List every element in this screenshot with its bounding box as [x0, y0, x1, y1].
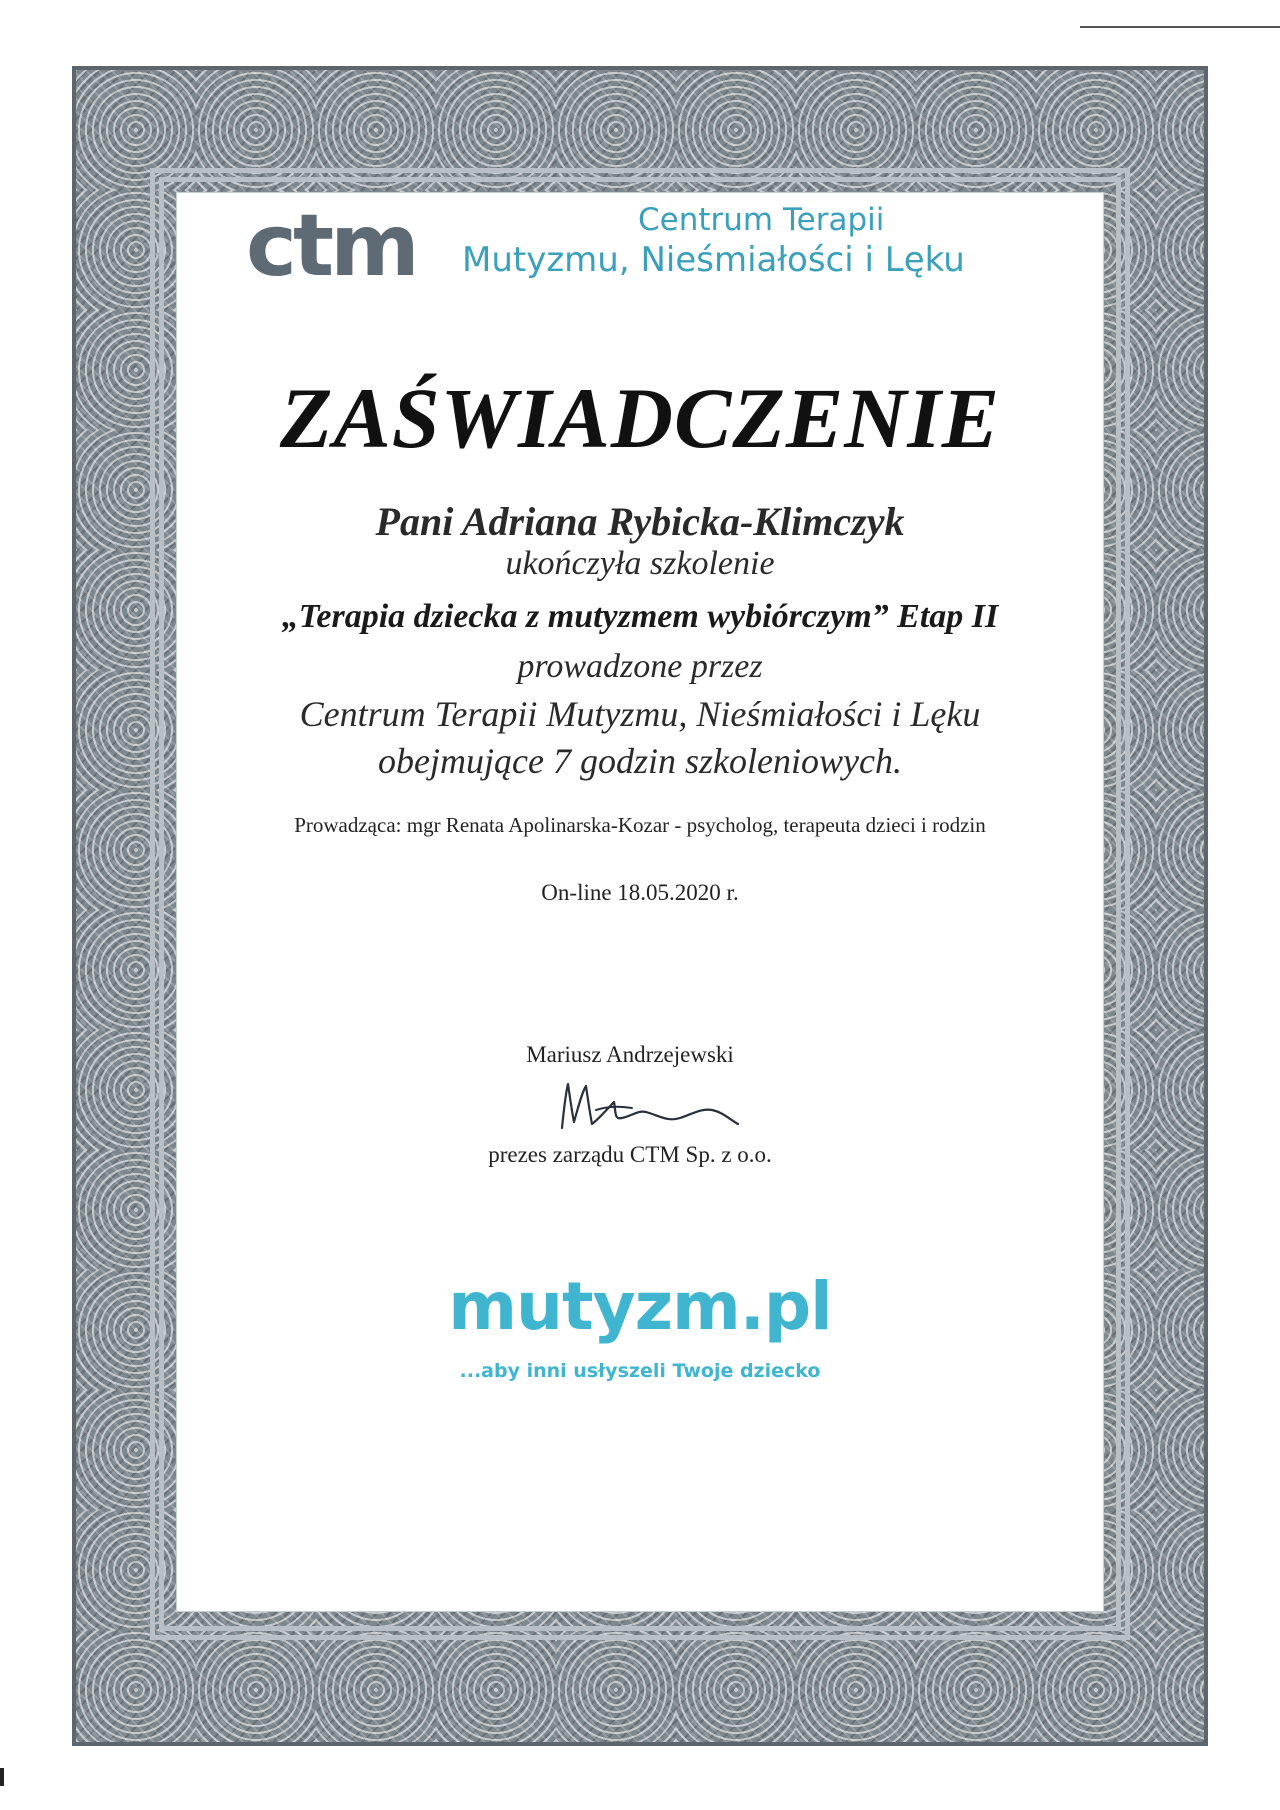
handwritten-signature — [556, 1078, 746, 1134]
certificate-title: ZAŚWIADCZENIE — [279, 370, 1001, 466]
scan-edge-line — [1080, 26, 1280, 28]
instructor-line: Prowadząca: mgr Renata Apolinarska-Kozar - psycholog, terapeuta dzieci i rodzin — [294, 813, 986, 837]
completed-text: ukończyła szkolenie — [505, 545, 775, 582]
site-tagline: ...aby inni usłyszeli Twoje dziecko — [459, 1360, 821, 1382]
training-hours: obejmujące 7 godzin szkoleniowych. — [378, 741, 902, 781]
organizer-name: Centrum Terapii Mutyzmu, Nieśmiałości i Lęku — [299, 694, 981, 734]
signer-role: prezes zarządu CTM Sp. z o.o. — [488, 1142, 772, 1167]
logo-org-line-1: Centrum Terapii — [638, 202, 885, 238]
ctm-logo-mark: ctm — [246, 196, 416, 296]
recipient-name: Pani Adriana Rybicka-Klimczyk — [375, 499, 905, 544]
course-title: „Terapia dziecka z mutyzmem wybiórczym” Etap II — [281, 598, 999, 635]
logo-org-line-2: Mutyzmu, Nieśmiałości i Lęku — [462, 240, 965, 280]
ctm-logo — [246, 196, 1086, 296]
conducted-by-text: prowadzone przez — [517, 648, 763, 685]
site-logo: mutyzm.pl — [448, 1268, 832, 1345]
signer-name: Mariusz Andrzejewski — [526, 1042, 734, 1067]
scan-edge-mark — [0, 1768, 4, 1786]
training-date: On-line 18.05.2020 r. — [541, 880, 739, 905]
